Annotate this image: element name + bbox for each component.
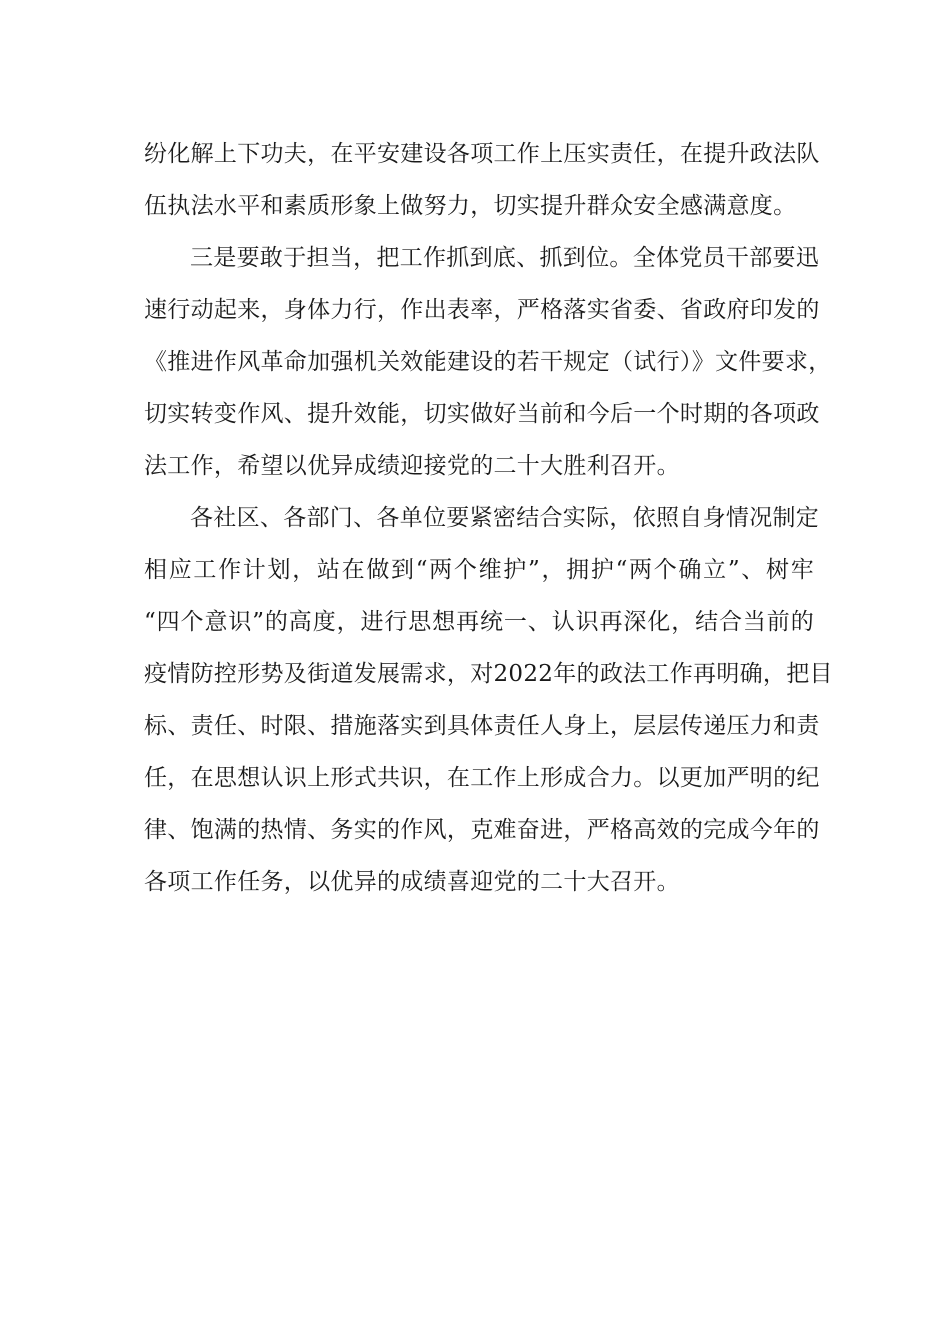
document-body	[144, 128, 833, 908]
paragraph-line: “四个意识”的高度，进行思想再统一、认识再深化，结合当前的	[144, 609, 814, 635]
paragraph-line: 三是要敢于担当，把工作抓到底、抓到位。全体党员干部要迅	[190, 245, 820, 271]
paragraph-line: 任，在思想认识上形式共识，在工作上形成合力。以更加严明的纪	[144, 765, 820, 791]
paragraph-line: 《推进作风革命加强机关效能建设的若干规定（试行）》文件要求，	[144, 349, 832, 375]
paragraph-2	[144, 232, 832, 492]
paragraph-line: 切实转变作风、提升效能，切实做好当前和今后一个时期的各项政	[144, 401, 820, 427]
paragraph-line: 相应工作计划，站在做到“两个维护”，拥护“两个确立”、树牢	[144, 557, 814, 583]
paragraph-line: 纷化解上下功夫，在平安建设各项工作上压实责任，在提升政法队	[144, 141, 820, 167]
paragraph-1	[144, 128, 820, 232]
paragraph-line: 标、责任、时限、措施落实到具体责任人身上，层层传递压力和责	[144, 713, 820, 739]
paragraph-line: 律、饱满的热情、务实的作风，克难奋进，严格高效的完成今年的	[144, 817, 820, 843]
paragraph-line: 速行动起来，身体力行，作出表率，严格落实省委、省政府印发的	[144, 297, 820, 323]
paragraph-line: 法工作，希望以优异成绩迎接党的二十大胜利召开。	[144, 453, 680, 479]
paragraph-line: 各社区、各部门、各单位要紧密结合实际，依照自身情况制定	[190, 505, 820, 531]
paragraph-line: 伍执法水平和素质形象上做努力，切实提升群众安全感满意度。	[144, 193, 797, 219]
paragraph-3	[144, 492, 833, 908]
paragraph-line: 各项工作任务，以优异的成绩喜迎党的二十大召开。	[144, 869, 680, 895]
paragraph-line: 疫情防控形势及街道发展需求，对2022年的政法工作再明确，把目	[144, 661, 833, 687]
